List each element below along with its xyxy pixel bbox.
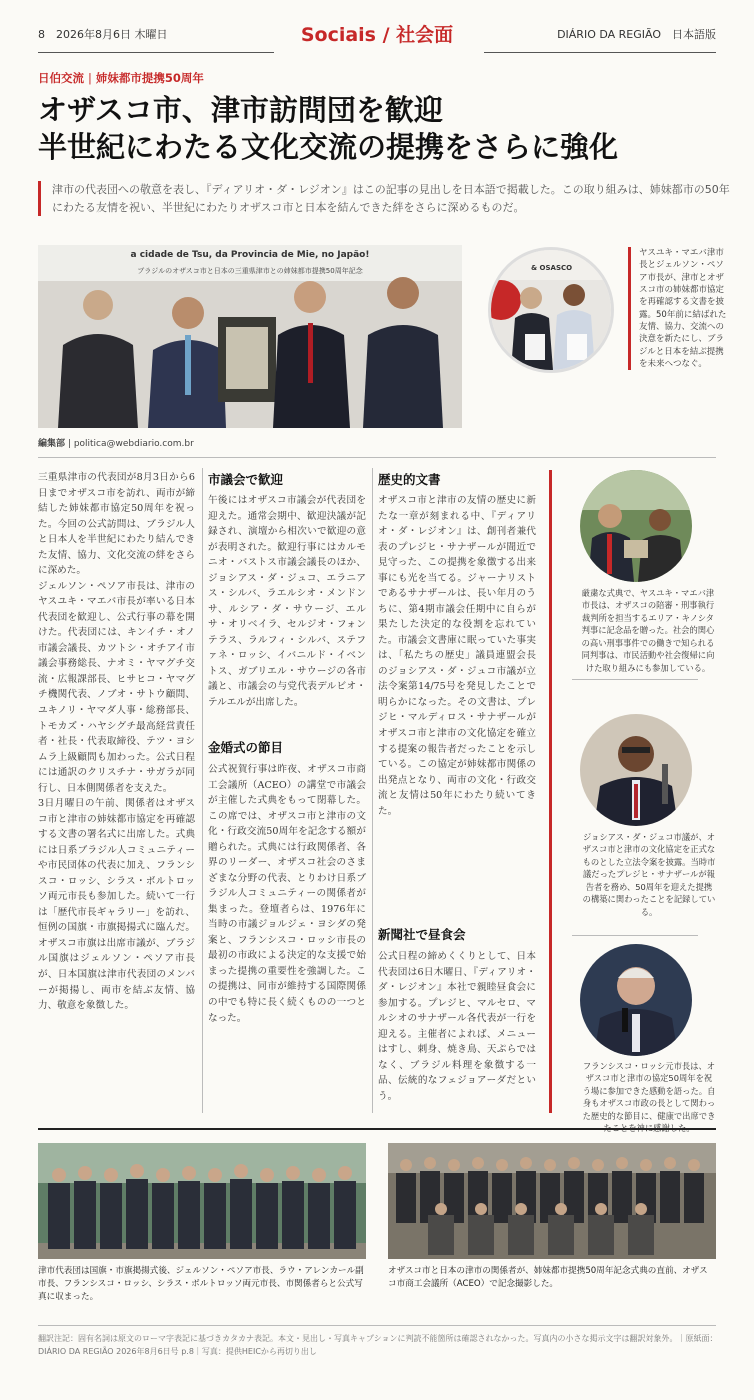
article-column-2-part-2: 公式祝賀行事は昨夜、オザスコ市商工会議所（ACEO）の講堂で市議会が主催した式典をもって閉幕した。この席では、オザスコ市と津市の文化・行政交流50周年を記念する額が贈られた。式典には行政関係者、各界のリーダー、オザスコ社会のさまざまな分野の代表、とりわけ日系ブラジル人コミュニティーの関係者が集まった。登壇者らは、1976年に当時の市議ジョルジェ・ヨシダの発案と、フランシスコ・ロッシ市長の最初の市政による決定的な支援で始まった提携の重要性を強調した。この提携は、同市が維持する国際関係の中でも特に長く続くものの一つとなった。 bbox=[208, 764, 366, 1024]
translation-note: 翻訳注記：固有名詞は原文のローマ字表記に基づきカタカナ表記。本文・見出し・写真キャプションに判読不能箇所は確認されなかった。写真内の小さな掲示文字は翻訳対象外。｜原紙面：DIÁRIO DA REGIÃO 2026年8月6日号 p.8｜写真：提供HEICから再切り出し bbox=[38, 1334, 718, 1356]
subheading-historic-document: 歴史的文書 bbox=[378, 472, 441, 487]
kicker-separator: | bbox=[88, 71, 92, 85]
article-column-2-part-1: 午後にはオザスコ市議会が代表団を迎えた。通常会期中、歓迎決議が記録され、演壇から相次いで歓迎の意が表明された。歓迎行事にはカルモニオ・バストス市議会議長のほか、ジョシアス・ダ・ジュコ、エラニアス・シルバ、ラエルシオ・メンドンサ、ルシア・ダ・サウージ、エルサ・オリベイラ、セルジオ・フォンテラス、ラルフィ・シルバ、ステファネ・ロッシ、イバニルド・イベントス、ガブリエル・サウージの各市議と、市議会の与党代表デルビオ・テルエルが出席した。 bbox=[208, 495, 366, 708]
headline-line-1: オザスコ市、津市訪問団を歓迎 bbox=[38, 93, 443, 127]
column-divider bbox=[372, 468, 373, 1113]
subheading-luncheon: 新聞社で昼食会 bbox=[378, 927, 466, 942]
bottom-photo-aceo bbox=[388, 1143, 716, 1259]
page-date: 8 2026年8月6日 木曜日 bbox=[38, 28, 168, 41]
top-photo-caption: ヤスユキ・マエバ津市長とジェルソン・ペソア市長が、津市とオザスコ市の姉妹都市協定を再確認する文書を披露。50年前に結ばれた友情、協力、交流への決意を新たにし、ブラジルと日本を結ぶ提携を未来へつなぐ。 bbox=[628, 247, 727, 370]
signing-photo bbox=[488, 247, 614, 373]
bottom-section-rule bbox=[38, 1128, 716, 1130]
kicker-category: 日伯交流 bbox=[38, 71, 84, 85]
article-column-3-part-1: オザスコ市と津市の友情の歴史に新たな一章が刻まれる中、『ディアリオ・ダ・レジオン』は、創刊者兼代表のプレジヒ・サナザールが間近で見守った、この提携を象徴する出来事にも光を当てる。ジャーナリストであるサナザールは、長い年月のうちに、第4期市議会任期中に自らが果たした決定的な役割を忘れていた。市議会文書庫に眠っていた事実は、「私たちの歴史」議員連盟会長のジョシアス・ダ・ジュコ市議が立法令案第14/75号を発見したことで明らかになった。その文書は、プレジヒ・マルディロス・サナザールがオザスコ市と津市の文化協定を確立する提案の報告者だったことを示している。この協定が姉妹都市関係の出発点となり、両市の文化・行政交流と友情は50年にわたり続いてきた。 bbox=[378, 495, 536, 817]
lead-paragraph: 津市の代表団への敬意を表し、『ディアリオ・ダ・レジオン』はこの記事の見出しを日本語で掲載した。この取り組みは、姉妹都市の50年にわたる友情を祝い、半世紀にわたりオザスコ市と日本を結んできた絆をさらに深めるものだ。 bbox=[38, 181, 732, 216]
circle-photo-logo: & OSASCO bbox=[531, 264, 573, 272]
headline bbox=[38, 92, 728, 166]
sidebar-photo-gift bbox=[580, 470, 692, 582]
photo-banner-subtext: ブラジルのオザスコ市と日本の三重県津市との姉妹都市提携50周年記念 bbox=[137, 267, 363, 275]
sidebar-photo-councilor bbox=[580, 714, 692, 826]
bottom-photo-group-flag bbox=[38, 1143, 366, 1259]
byline-email[interactable]: politica@webdiario.com.br bbox=[73, 439, 194, 449]
newspaper-name: DIÁRIO DA REGIÃO 日本語版 bbox=[557, 28, 716, 41]
masthead-rule-left bbox=[38, 52, 274, 53]
sidebar-divider bbox=[572, 679, 698, 680]
kicker bbox=[38, 70, 204, 86]
article-column-3-part-2: 公式日程の締めくくりとして、日本代表団は6日木曜日、『ディアリオ・ダ・レジオン』本社で親睦昼食会に参加する。プレジヒ、マルセロ、マルシオのサナザール各代表が一行を迎える。主催者によれば、メニューはすし、刺身、焼き鳥、天ぷらではなく、ブラジル料理を象徴する一品、伝統的なフェジョアーダだという。 bbox=[378, 951, 536, 1102]
photo-banner-text: a cidade de Tsu, da Provincia de Mie, no Japão! bbox=[130, 250, 370, 260]
sidebar-photo-former-mayor bbox=[580, 944, 692, 1056]
sidebar-accent-rule bbox=[549, 470, 552, 1113]
section-title: Sociais / 社会面 bbox=[300, 24, 454, 46]
bottom-caption-left: 津市代表団は国旗・市旗掲揚式後、ジェルソン・ペソア市長、ラウ・アレンカール副市長、フランシスコ・ロッシ、シラス・ボルトロッソ両元市長、市関係者らと公式写真に収まった。 bbox=[38, 1266, 364, 1302]
sidebar-caption-3: フランシスコ・ロッシ元市長は、オザスコ市と津市の協定50周年を祝う場に参加できた感動を語った。自身もオザスコ市政の長として関わった歴史的な節目に、健康で出席でき bbox=[582, 1061, 716, 1121]
headline-line-2: 半世紀にわたる文化交流の提携をさらに強化 bbox=[38, 129, 619, 164]
byline-separator: | bbox=[67, 439, 71, 449]
main-photo bbox=[38, 245, 462, 428]
bottom-caption-right: オザスコ市と日本の津市の関係者が、姉妹都市提携50周年記念式典の直前、オザスコ市商工会議所（ACEO）で記念撮影した。 bbox=[388, 1266, 708, 1289]
sidebar-divider bbox=[572, 935, 698, 936]
byline-desk: 編集部 bbox=[38, 439, 66, 449]
byline-divider bbox=[38, 457, 716, 458]
sidebar-caption-1: 厳粛な式典で、ヤスユキ・マエバ津市長は、オザスコの陪審・刑事執行裁判所を担当するエリア・キノシタ判事に記念品を贈った。社会的関心の高い刑事事件での働きで知られる同判事は、市民活動や社会復帰に向けた取り組みにも参加している。 bbox=[581, 588, 715, 673]
byline bbox=[38, 436, 194, 449]
sidebar-caption-2: ジョシアス・ダ・ジュコ市議が、オザスコ市と津市の文化協定を正式なものとした立法令案を披露。当時市議だったプレジヒ・サナザールが報告者を務め、50周年を迎えた提携の構築に関わったことを記録している。 bbox=[582, 832, 716, 917]
subheading-golden-anniversary: 金婚式の節目 bbox=[208, 740, 284, 755]
kicker-topic: 姉妹都市提携50周年 bbox=[95, 71, 204, 85]
article-column-1: 三重県津市の代表団が8月3日から6日までオザスコ市を訪れ、両市が締結した姉妹都市協定50周年を祝った。今回の公式訪問は、ブラジル人と日本人を半世紀にわたり結んできた友情、協力、文化交流の絆をさらに深めた。 ジェルソン・ペソア市長は、津市のヤスユキ・マエバ市長が率いる日本代表団を歓迎し、公式行事の幕を開けた。代表団には、キンイチ・オノ市議会議長、カツトシ・オチアイ市議会事務総長、ナオミ・ヤマグチ交流・広報課部長、ヒサヒコ・ヤマグチ機関代表、ノブオ・サトウ顧問、ユキノリ・ヤマダ人事・総務部長、トモカズ・ハヤシグチ最高経営責任者・社長・代表取締役、テツ・ヨシムラ上級顧問も加わった。公式日程には通訳のクリスチナ・サガラが同行し、日本側関係者を支えた。 3日月曜日の午前、関係者はオザスコ市と津市の姉妹都市協定を再確認する文書の署名式に出席した。式典には日系ブラジル人コミュニティーや市民団体の代表に加え、フランシスコ・ロッシ、シラス・ボルトロッソ両元市長も参加した。続いて一行は「歴代市長ギャラリー」を訪れ、恒例の国旗・市旗掲揚式に臨んだ。オザスコ市旗は出席市議が、ブラジル国旗はジェルソン・ペソア市長が、日本国旗は津市代表団のメンバーが掲揚し、両市を結ぶ友情、協力、敬意を象徴した。 bbox=[38, 472, 195, 1012]
subheading-city-council: 市議会で歓迎 bbox=[208, 472, 284, 487]
masthead-rule-right bbox=[484, 52, 716, 53]
footnote-divider bbox=[38, 1325, 716, 1326]
column-divider bbox=[202, 468, 203, 1113]
